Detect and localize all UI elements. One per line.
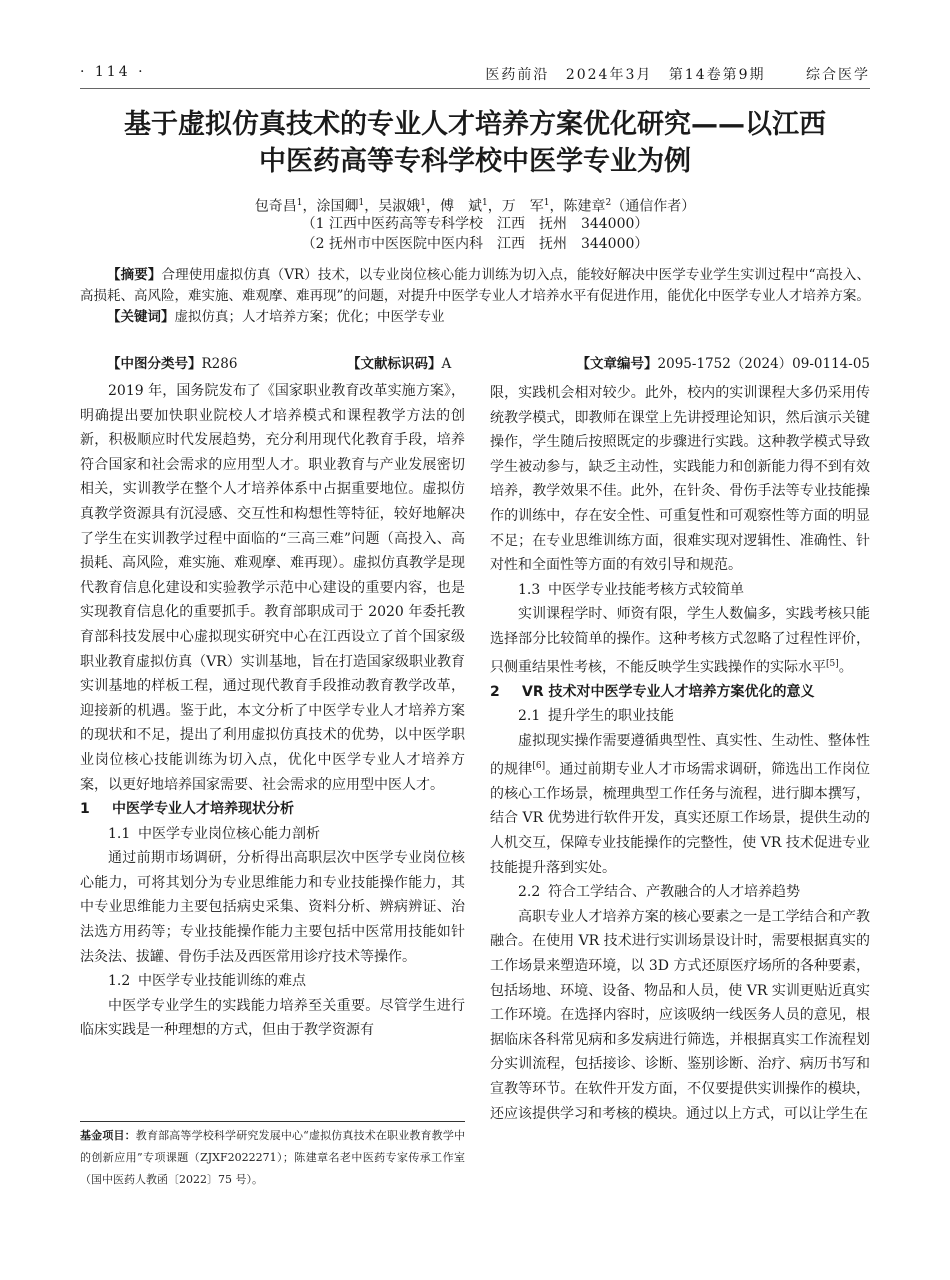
author: 陈建章 [563,198,606,215]
affiliation-2: （2 抚州市中医医院中医内科 江西 抚州 344000） [301,236,649,252]
page-number: · 114 · [80,64,146,80]
author-list: 包奇昌$^1$，涂国卿$^1$，吴淑娥$^1$，傅 斌$^1$，万 军$^1$，陈建章$^2$（通信作者） [254,198,696,215]
paragraph-end: 。 [838,659,853,676]
header-divider [80,88,870,89]
keywords [80,307,870,328]
corresponding-author-note: （通信作者） [611,198,696,215]
author-affiliation-mark: 1 [543,198,550,208]
affiliations [0,214,950,254]
article-value: 2095-1752（2024）09-0114-05 [657,356,870,372]
heading-text: 中医学专业岗位核心能力剖析 [138,825,320,842]
title-line-1: 基于虚拟仿真技术的专业人才培养方案优化研究——以江西 [124,109,826,140]
footnote-divider [80,1121,465,1122]
section-name: 综合医学 [806,67,870,83]
subsection-heading-1-1 [80,822,465,847]
author: 万 军 [501,198,544,215]
journal-info [475,64,870,84]
heading-text: 符合工学结合、产教融合的人才培养趋势 [548,884,800,901]
doc-value: A [441,356,452,372]
heading-text: 中医学专业人才培养现状分析 [112,801,294,818]
article-number [577,352,870,372]
subsection-heading-1-3 [490,578,870,603]
keywords-label: 【关键词】 [107,309,175,325]
issue-date: 2024年3月 [565,67,653,83]
paragraph: 2019 年，国务院发布了《国家职业教育改革实施方案》，明确提出要加快职业院校人才培养模式和课程教学方法的创新，积极顺应时代发展趋势，充分利用现代化教育手段，培养符合国家和社会需求的应用型人才。职业教育与产业发展密切相关，实训教学在整个人才培养体系中占据重要地位。虚拟仿真教学资源具有沉浸感、交互性和构想性等特征，较好地解决了学生在实训教学过程中面临的“三高三难”问题（高投入、高损耗、高风险，难实施、难观摩、难再现）。虚拟仿真教学是现代教育信息化建设和实验教学示范中心建设的重要内容，也是实现教育信息化的重要抓手。教育部职成司于 2020 年委托教育部科技发展中心虚拟现实研究中心在江西设立了首个国家级职业教育虚拟仿真（VR）实训基地，旨在打造国家级职业教育实训基地的样板工程，通过现代教育手段推动教育教学改革，迎接新的机遇。鉴于此，本文分析了中医学专业人才培养方案的现状和不足，提出了利用虚拟仿真技术的优势，以中医学职业岗位核心技能训练为切入点，优化中医学专业人才培养方案，以更好地培养国家需要、社会需求的应用型中医人才。 [80,383,465,793]
section-heading-1 [80,797,465,822]
running-header [80,60,870,86]
heading-number: 1 [80,801,90,818]
clc-value: R286 [201,356,238,372]
author-affiliation-mark: 1 [358,198,365,208]
author: 吴淑娥 [378,198,421,215]
subsection-heading-1-2 [80,969,465,994]
document-code [347,352,451,372]
footnote-label: 基金项目： [80,1129,136,1142]
author-affiliation-mark: 1 [482,198,488,208]
subsection-heading-2-2 [490,880,870,905]
paragraph-text: 虚拟现实操作需要遵循典型性、真实性、生动性、整体性的规律 [490,732,870,778]
classification-line [107,352,870,372]
abstract-text: 合理使用虚拟仿真（VR）技术，以专业岗位核心能力训练为切入点，能较好解决中医学专业学生实训过程中“高投入、高损耗、高风险，难实施、难观摩、难再现”的问题，对提升中医学专业人才培养水平有促进作用，能优化中医学专业人才培养方案。 [80,267,870,304]
author-affiliation-mark: 1 [296,198,303,208]
heading-number: 2 [490,683,500,700]
keywords-text: 虚拟仿真；人才培养方案；优化；中医学专业 [174,309,445,325]
author: 傅 斌 [440,198,482,215]
clc-label: 【中图分类号】 [107,356,202,372]
journal-name: 医药前沿 [485,67,550,83]
heading-text: 中医学专业技能考核方式较简单 [548,581,744,598]
heading-number: 2.1 [518,708,541,725]
volume-issue: 第14卷第9期 [668,67,766,83]
footnote [80,1125,465,1191]
subsection-heading-2-1 [490,704,870,729]
heading-number: 1.1 [108,825,131,842]
right-column [490,381,870,1126]
citation-ref: [5] [826,658,839,669]
article-title [80,106,870,180]
author: 涂国卿 [316,198,359,215]
heading-text: 提升学生的职业技能 [548,708,674,725]
affiliation-1: （1 江西中医药高等专科学校 江西 抚州 344000） [301,216,649,232]
paragraph: 高职专业人才培养方案的核心要素之一是工学结合和产教融合。在使用 VR 技术进行实训场景设计时，需要根据真实的工作场景来塑造环境，以 3D 方式还原医疗场所的各种要素，包括场地、环境、设备、物品和人员，使 VR 实训更贴近真实工作环境。在选择内容时，应该吸纳一线医务人员的意见，根据临床各科常见病和多发病进行筛选，并根据真实工作流程划分实训流程，包括接诊、诊断、鉴别诊断、治疗、病历书写和宣教等环节。在软件开发方面，不仅要提供实训操作的模块，还应该提供学习和考核的模块。通过以上方式，可以让学生在 [490,908,870,1122]
title-line-2: 中医药高等专科学校中医学专业为例 [259,146,691,177]
heading-text: VR 技术对中医学专业人才培养方案优化的意义 [522,683,815,700]
paragraph [490,729,870,880]
heading-number: 2.2 [518,884,541,901]
citation-ref: [6] [532,760,546,771]
author: 包奇昌 [254,198,297,215]
author-affiliation-mark: 2 [605,198,612,208]
abstract-label: 【摘要】 [107,267,162,283]
doc-label: 【文献标识码】 [347,356,442,372]
section-heading-2 [490,680,870,705]
article-label: 【文章编号】 [576,356,658,372]
abstract-block [80,265,870,328]
heading-text: 中医学专业技能训练的难点 [138,973,306,990]
paragraph [490,602,870,679]
author-affiliation-mark: 1 [420,198,426,208]
clc-number [107,352,237,372]
paragraph: 中医学专业学生的实践能力培养至关重要。尽管学生进行临床实践是一种理想的方式，但由于教学资源有 [80,997,465,1039]
paragraph-text: 实训课程学时、师资有限，学生人数偏多，实践考核只能选择部分比较简单的操作。这种考核方式忽略了过程性评价，只侧重结果性考核，不能反映学生实践操作的实际水平 [490,606,870,676]
paragraph-continued: 限，实践机会相对较少。此外，校内的实训课程大多仍采用传统教学模式，即教师在课堂上先讲授理论知识，然后演示关键操作，学生随后按照既定的步骤进行实践。这种教学模式导致学生被动参与，缺乏主动性，实践能力和创新能力得不到有效培养，教学效果不佳。此外，在针灸、骨伤手法等专业技能操作的训练中，存在安全性、可重复性和可观察性等方面的明显不足；在专业思维训练方面，很难实现对逻辑性、准确性、针对性和全面性等方面的有效引导和规范。 [490,385,870,574]
abstract [80,265,870,307]
paragraph-text: 。通过前期专业人才市场需求调研，筛选出工作岗位的核心工作场景，梳理典型工作任务与流程，进行脚本撰写，结合 VR 优势进行软件开发，真实还原工作场景，提供生动的人机交互，保障专业技能操作的完整性，使 VR 技术促进专业技能提升落到实处。 [490,761,870,876]
left-column [80,379,465,1043]
paragraph: 通过前期市场调研，分析得出高职层次中医学专业岗位核心能力，可将其划分为专业思维能力和专业技能操作能力，其中专业思维能力主要包括病史采集、资料分析、辨病辨证、治法选方用药等；专业技能操作能力主要包括中医常用技能如针法灸法、拔罐、骨伤手法及西医常用诊疗技术等操作。 [80,850,465,965]
footnote-text: 教育部高等学校科学研究发展中心“虚拟仿真技术在职业教育教学中的创新应用”专项课题（ZJXF2022271）；陈建章名老中医药专家传承工作室（国中医药人教函〔2022〕75 号）。 [80,1129,466,1186]
heading-number: 1.3 [518,581,541,598]
heading-number: 1.2 [108,973,131,990]
